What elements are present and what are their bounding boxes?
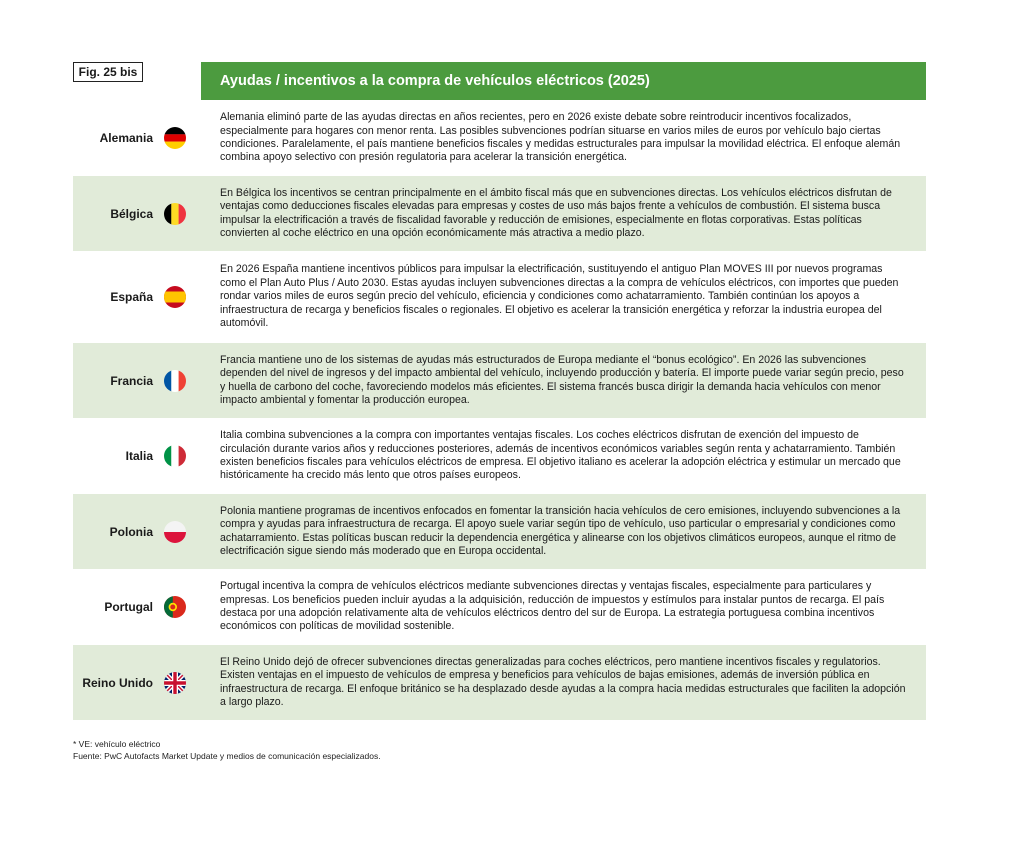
table-row (73, 569, 926, 645)
table-row (73, 645, 926, 720)
country-name: Italia (125, 449, 153, 463)
country-description: Alemania eliminó parte de las ayudas directas en años recientes, pero en 2026 existe debate sobre reintroducir incentivos focalizados, especialmente para hogares con menor renta. Las posibles subvenciones podrían situarse en varios miles de euros por vehículo bajo ciertas condiciones. Paralelamente, el país mantiene beneficios fiscales y medidas estructurales para impulsar la movilidad eléctrica. El enfoque alemán combina apoyo selectivo con presión regulatoria para acelerar la transición energética. (220, 111, 901, 164)
portugal-flag-icon (164, 596, 186, 618)
spain-flag-icon (164, 286, 186, 308)
country-description: Portugal incentiva la compra de vehículos eléctricos mediante subvenciones directas y ventajas fiscales, especialmente para particulares y empresas. Los beneficios pueden incluir ayudas a la adquisición, reducción de impuestos y estímulos para instalar puntos de recarga. El país destaca por una adopción relativamente alta de vehículos eléctricos dentro del sur de Europa. La estrategia portuguesa combina incentivos económicos con políticas de movilidad sostenible. (220, 580, 885, 633)
france-flag-icon (164, 370, 186, 392)
country-description: En 2026 España mantiene incentivos públicos para impulsar la electrificación, sustituyendo el antiguo Plan MOVES III por nuevos programas como el Plan Auto Plus / Auto 2030. Estas ayudas incluyen subvenciones directas a la compra de vehículos eléctricos, con importes que pueden rondar varios miles de euros según precio del vehículo, eficiencia y condiciones como achatarramiento. También continúan los apoyos a infraestructura de recarga y beneficios fiscales o regionales. El objetivo es acelerar la transición energética y reforzar la industria europea del automóvil. (220, 263, 899, 330)
table-row (73, 176, 926, 251)
table-title (201, 62, 926, 100)
country-name: Portugal (104, 600, 153, 614)
country-name: Reino Unido (82, 675, 153, 690)
country-name: Polonia (109, 524, 153, 539)
table-row (73, 251, 926, 343)
country-description: En Bélgica los incentivos se centran principalmente en el ámbito fiscal más que en subvenciones directas. Los vehículos eléctricos disfrutan de ventajas como deducciones fiscales elevadas para empresas y costes de uso más bajos frente a vehículos de combustión. El sistema busca impulsar la electrificación a través de fiscalidad favorable y reducción de emisiones, especialmente en flotas corporativas. Estas políticas convierten al coche eléctrico en una opción económicamente más atractiva a medio plazo. (220, 186, 892, 239)
table-row (73, 418, 926, 494)
country-name: Francia (110, 373, 153, 388)
poland-flag-icon (164, 521, 186, 543)
country-name: Bélgica (110, 206, 153, 221)
table-title-text: Ayudas / incentivos a la compra de vehículos eléctricos (2025) (220, 73, 650, 89)
table-row (73, 343, 926, 418)
germany-flag-icon (164, 127, 186, 149)
table-row (73, 494, 926, 569)
table-row (73, 100, 926, 176)
country-table (73, 100, 926, 720)
uk-flag-icon (164, 672, 186, 694)
country-description: Francia mantiene uno de los sistemas de ayudas más estructurados de Europa mediante el “bonus ecológico”. En 2026 las subvenciones dependen del nivel de ingresos y del impacto ambiental del vehículo, incluyendo producción y batería. El importe puede variar según precio, peso y huella de carbono del coche, favoreciendo modelos más eficientes. El sistema francés busca dirigir la demanda hacia vehículos con menor impacto ambiental y fomentar la producción europea. (220, 353, 904, 406)
italy-flag-icon (164, 445, 186, 467)
country-description: Italia combina subvenciones a la compra con importantes ventajas fiscales. Los coches eléctricos disfrutan de exención del impuesto de circulación durante varios años y reducciones posteriores, además de incentivos económicos variables según renta y achatarramiento. También existen beneficios fiscales para vehículos eléctricos de empresa. El objetivo italiano es acelerar la adopción eléctrica y estimular un mercado que históricamente ha crecido más lento que otros países europeos. (220, 429, 901, 482)
country-description: Polonia mantiene programas de incentivos enfocados en fomentar la transición hacia vehículos de cero emisiones, incluyendo subvenciones a la compra y ayudas para infraestructura de recarga. El apoyo suele variar según tipo de vehículo, uso particular o empresarial y condiciones como achatarramiento. Estas políticas buscan reducir la dependencia energética y alinearse con los objetivos climáticos europeos, aunque el ritmo de electrificación sigue siendo más moderado que en Europa occidental. (220, 504, 901, 557)
country-name: Alemania (99, 131, 153, 145)
figure-label: Fig. 25 bis (73, 62, 143, 82)
country-description: El Reino Unido dejó de ofrecer subvenciones directas generalizadas para coches eléctricos, pero mantiene incentivos fiscales y regulatorios. Existen ventajas en el impuesto de vehículos de empresa y beneficios para vehículos de bajas emisiones, además de inversión pública en infraestructura de recarga. El enfoque británico se ha desplazado desde ayudas a la compra hacia medidas estructurales que faciliten la adopción a largo plazo. (220, 655, 906, 708)
belgium-flag-icon (164, 203, 186, 225)
footnotes (73, 738, 381, 762)
footnote-abbreviation: * VE: vehículo eléctrico (73, 739, 161, 749)
footnote-source: Fuente: PwC Autofacts Market Update y medios de comunicación especializados. (73, 751, 381, 761)
country-name: España (110, 290, 153, 304)
